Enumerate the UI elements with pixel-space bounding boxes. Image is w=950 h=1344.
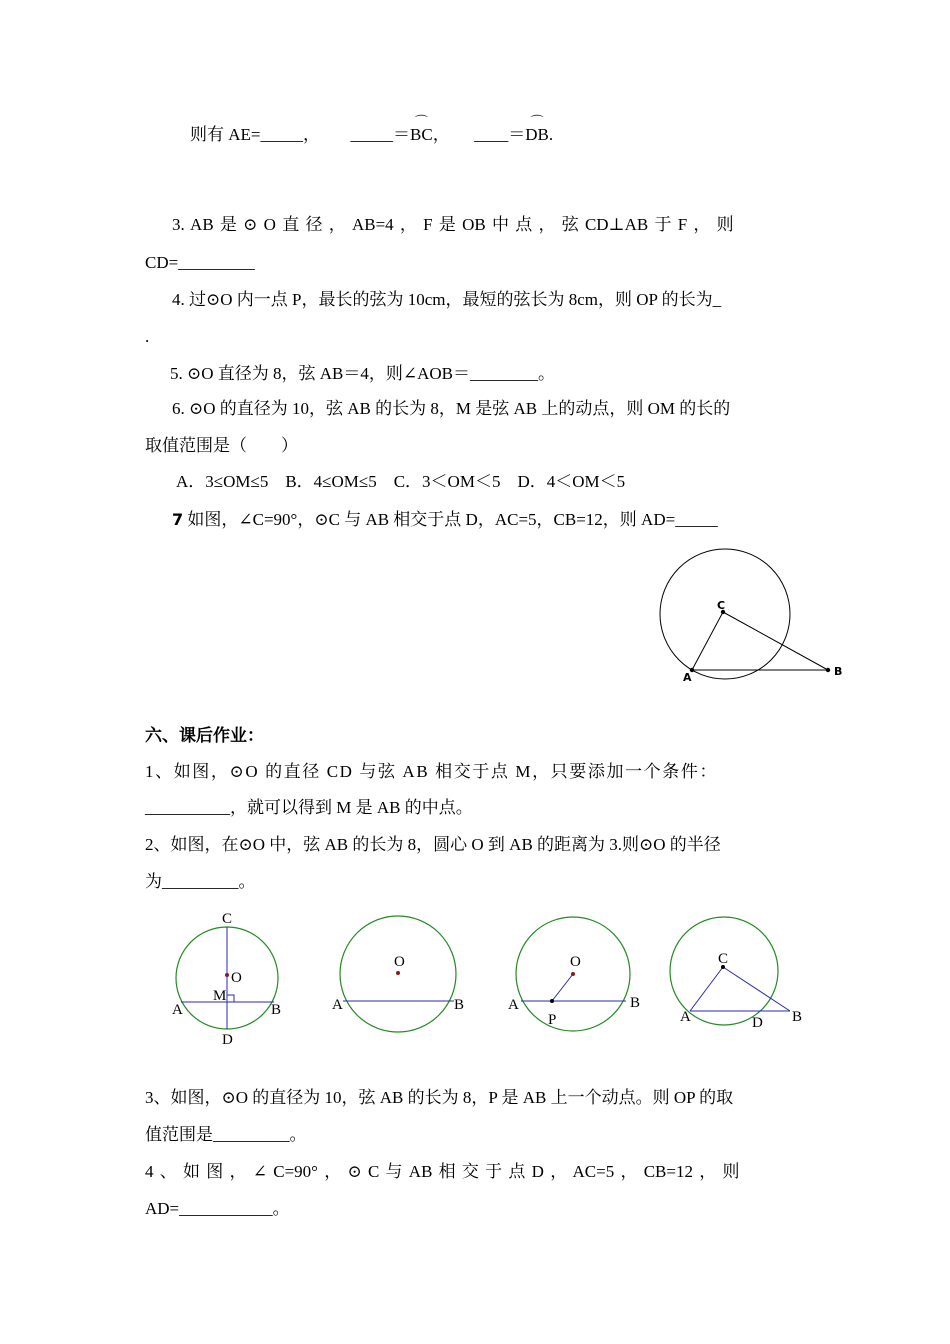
arc-db: ⌒ DB bbox=[525, 114, 549, 144]
label-d: D bbox=[752, 1015, 763, 1031]
hw3-line1: 3、如图，⊙O 的直径为 10，弦 AB 的长为 8，P 是 AB 上一个动点。则 OP 的取 bbox=[145, 1088, 734, 1107]
label-b: B bbox=[792, 1009, 803, 1025]
top-blank-db: ____＝ bbox=[474, 125, 526, 144]
right-angle-mark bbox=[227, 995, 234, 1002]
q7-number: 7 bbox=[172, 510, 184, 529]
label-d: D bbox=[222, 1032, 233, 1048]
label-b: B bbox=[834, 665, 843, 678]
label-a: A bbox=[508, 997, 519, 1013]
segment-cb bbox=[723, 612, 828, 670]
label-o: O bbox=[231, 970, 242, 986]
figures-row bbox=[160, 900, 820, 1055]
q3-line2: CD=_________ bbox=[145, 253, 255, 272]
q6-options: A．3≤OM≤5 B．4≤OM≤5 C．3＜OM＜5 D．4＜OM＜5 bbox=[176, 472, 626, 491]
label-a: A bbox=[172, 1002, 183, 1018]
q6-line2: 取值范围是（ ） bbox=[145, 436, 298, 455]
label-b: B bbox=[630, 995, 641, 1011]
arc-bc: ⌒ BC bbox=[410, 114, 433, 144]
q4-line1: 4. 过⊙O 内一点 P，最长的弦为 10cm，最短的弦长为 8cm，则 OP 的长为_ bbox=[172, 290, 722, 309]
figure-4 bbox=[670, 917, 802, 1031]
point-b bbox=[826, 668, 830, 672]
top-blank-bc: _____＝ bbox=[350, 125, 410, 144]
segment-op bbox=[552, 974, 573, 1001]
q4-line2: . bbox=[145, 327, 150, 346]
q6-line1: 6. ⊙O 的直径为 10，弦 AB 的长为 8，M 是弦 AB 上的动点，则 OM 的长的 bbox=[172, 399, 731, 418]
segment-cb bbox=[723, 967, 790, 1011]
segment-ac bbox=[692, 612, 723, 670]
top-prefix: 则有 AE=_____， bbox=[190, 125, 320, 144]
label-a: A bbox=[332, 997, 343, 1013]
hw4-line2: AD=___________。 bbox=[145, 1199, 290, 1218]
segment-ac bbox=[690, 967, 723, 1011]
hw2-line1: 2、如图，在⊙O 中，弦 AB 的长为 8，圆心 O 到 AB 的距离为 3.则⊙O 的半径 bbox=[145, 835, 721, 854]
figure-1 bbox=[172, 911, 281, 1048]
q5-line: 5. ⊙O 直径为 8，弦 AB＝4，则∠AOB＝________。 bbox=[170, 364, 556, 383]
q7-text: 如图，∠C=90°，⊙C 与 AB 相交于点 D，AC=5，CB=12，则 AD=_____ bbox=[187, 510, 718, 529]
q3-line1: 3. AB 是 ⊙ O 直 径 ， AB=4 ， F 是 OB 中 点 ， 弦 CD⊥AB 于 F ， 则 bbox=[172, 215, 734, 234]
hw1-line2: __________，就可以得到 M 是 AB 的中点。 bbox=[145, 798, 473, 817]
label-o: O bbox=[570, 954, 581, 970]
arc-symbol: ⌒ bbox=[414, 114, 428, 129]
point-p bbox=[550, 999, 554, 1003]
label-b: B bbox=[271, 1002, 282, 1018]
hw2-line2: 为_________。 bbox=[145, 872, 256, 891]
label-p: P bbox=[548, 1012, 557, 1028]
label-m: M bbox=[213, 988, 227, 1004]
q7-line bbox=[172, 509, 718, 531]
figure-q7 bbox=[650, 540, 850, 690]
label-a: A bbox=[680, 1009, 691, 1025]
point-o bbox=[571, 972, 575, 976]
label-b: B bbox=[454, 997, 465, 1013]
hw4-line1: 4 、 如 图 ， ∠ C=90° ， ⊙ C 与 AB 相 交 于 点 D ， AC=5 ， CB=12 ， 则 bbox=[145, 1162, 740, 1181]
point-o bbox=[225, 973, 229, 977]
label-c: C bbox=[718, 951, 729, 967]
hw1-line1: 1、如图，⊙O 的直径 CD 与弦 AB 相交于点 M，只要添加一个条件： bbox=[145, 762, 719, 781]
label-a: A bbox=[683, 671, 692, 684]
hw3-line2: 值范围是_________。 bbox=[145, 1125, 307, 1144]
point-o bbox=[396, 971, 400, 975]
section-title: 六、课后作业： bbox=[145, 726, 264, 745]
label-c: C bbox=[222, 911, 233, 927]
label-o: O bbox=[394, 954, 405, 970]
figure-3 bbox=[508, 917, 640, 1031]
top-answer-line: 则有 AE=_____， _____＝ ⌒ BC， ____＝ ⌒ DB. bbox=[190, 114, 554, 144]
figure-2 bbox=[332, 916, 464, 1032]
circle-c bbox=[660, 549, 790, 679]
label-c: C bbox=[717, 599, 726, 612]
arc-symbol: ⌒ bbox=[530, 114, 544, 129]
